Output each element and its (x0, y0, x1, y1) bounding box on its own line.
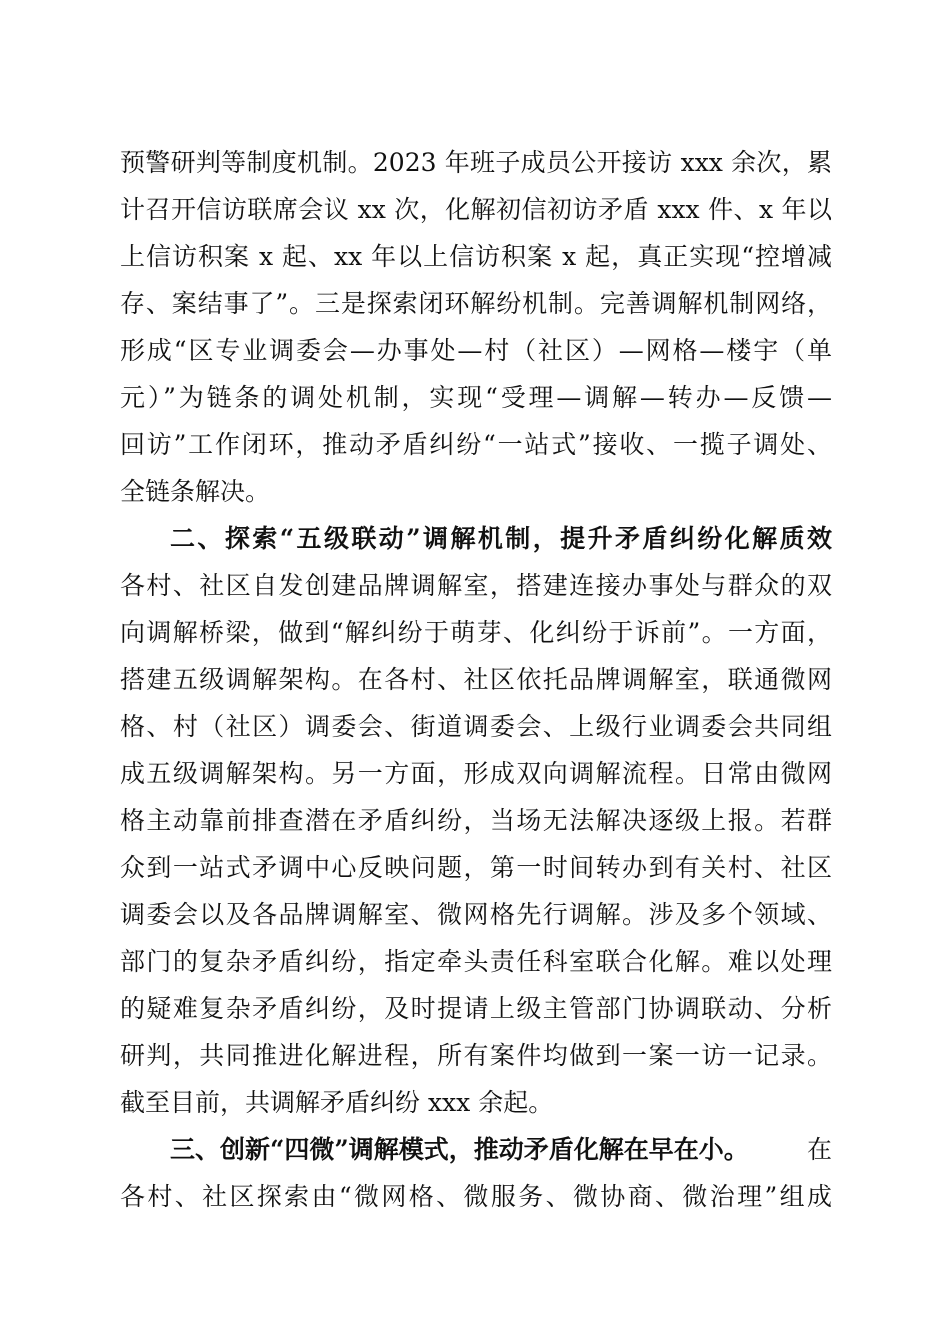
section-heading-three: 三、创新“四微”调解模式，推动矛盾化解在早在小。 (170, 1135, 749, 1164)
section-heading-two: 二、探索“五级联动”调解机制，提升矛盾纠纷化解质效 (170, 524, 832, 553)
text-line: 各村、社区探索由“微网格、微服务、微协商、微治理”组成 (120, 1182, 832, 1211)
text-line: 元）”为链条的调处机制，实现“受理—调解—转办—反馈— (120, 383, 832, 412)
text-line: 的疑难复杂矛盾纠纷，及时提请上级主管部门协调联动、分析 (120, 994, 832, 1023)
heading-tail-text: 在 (806, 1135, 832, 1164)
text-line: 部门的复杂矛盾纠纷，指定牵头责任科室联合化解。难以处理 (120, 947, 832, 976)
text-line: 调委会以及各品牌调解室、微网格先行调解。涉及多个领域、 (120, 900, 832, 929)
text-line: 上信访积案 x 起、xx 年以上信访积案 x 起，真正实现“控增减 (120, 242, 832, 271)
text-line: 各村、社区自发创建品牌调解室，搭建连接办事处与群众的双 (120, 571, 832, 600)
text-line: 全链条解决。 (120, 477, 271, 506)
text-line: 回访”工作闭环，推动矛盾纠纷“一站式”接收、一揽子调处、 (120, 430, 832, 459)
text-line: 计召开信访联席会议 xx 次，化解初信初访矛盾 xxx 件、x 年以 (120, 195, 832, 224)
text-line: 格、村（社区）调委会、街道调委会、上级行业调委会共同组 (120, 712, 832, 741)
text-line: 搭建五级调解架构。在各村、社区依托品牌调解室，联通微网 (120, 665, 832, 694)
section-heading-three-line (170, 1130, 832, 1170)
text-line: 截至目前，共调解矛盾纠纷 xxx 余起。 (120, 1088, 554, 1117)
text-line: 研判，共同推进化解进程，所有案件均做到一案一访一记录。 (120, 1041, 832, 1070)
text-line: 预警研判等制度机制。2023 年班子成员公开接访 xxx 余次，累 (120, 148, 832, 177)
text-line: 成五级调解架构。另一方面，形成双向调解流程。日常由微网 (120, 759, 832, 788)
text-line: 格主动靠前排查潜在矛盾纠纷，当场无法解决逐级上报。若群 (120, 806, 832, 835)
text-line: 众到一站式矛调中心反映问题，第一时间转办到有关村、社区 (120, 853, 832, 882)
text-line: 形成“区专业调委会—办事处—村（社区）—网格—楼宇（单 (120, 336, 832, 365)
text-line: 向调解桥梁，做到“解纠纷于萌芽、化纠纷于诉前”。一方面， (120, 618, 832, 647)
text-line: 存、案结事了”。三是探索闭环解纷机制。完善调解机制网络， (120, 289, 832, 318)
